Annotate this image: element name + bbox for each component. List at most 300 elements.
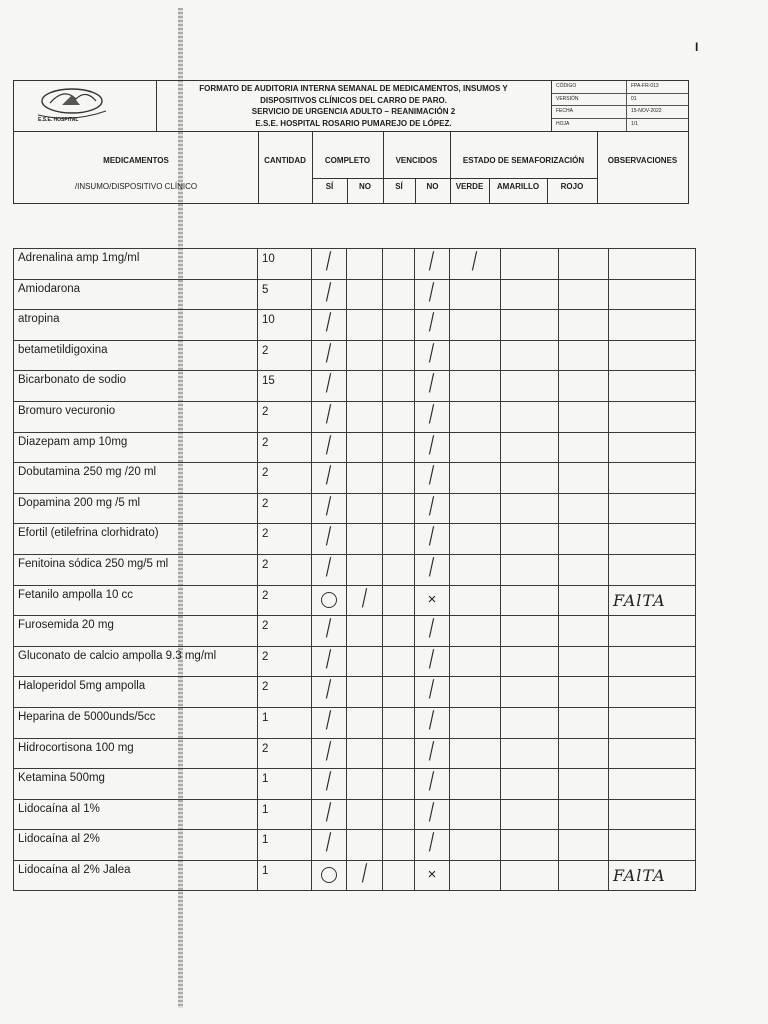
completo-si-cell (312, 646, 347, 677)
medication-name: Dobutamina 250 mg /20 ml (14, 463, 258, 494)
quantity: 2 (258, 585, 312, 616)
verde-cell (450, 769, 501, 800)
medication-rows (14, 249, 696, 891)
completo-no-cell (347, 432, 383, 463)
verde-cell (450, 738, 501, 769)
completo-si-cell (312, 432, 347, 463)
vencidos-no-cell (415, 463, 450, 494)
check-mark-icon: ╱ (322, 558, 336, 577)
table-row (14, 616, 696, 647)
completo-no-cell (347, 799, 383, 830)
form-title (156, 81, 552, 131)
rojo-cell (559, 371, 609, 402)
logo-text: E.S.E. HOSPITAL (38, 117, 79, 123)
completo-si-cell (312, 310, 347, 341)
medication-name: Efortil (etilefrina clorhidrato) (14, 524, 258, 555)
vencidos-si-cell (383, 646, 415, 677)
sub-vencidos-no: NO (426, 182, 439, 191)
rojo-cell (559, 310, 609, 341)
check-mark-icon: ╱ (425, 435, 439, 455)
meta-label: FECHA (552, 106, 627, 118)
amarillo-cell (501, 371, 559, 402)
observation-cell: FAlTA (609, 585, 696, 616)
completo-no-cell (347, 707, 383, 738)
vencidos-si-cell (383, 493, 415, 524)
observation-cell (609, 249, 696, 280)
amarillo-cell (501, 340, 559, 371)
amarillo-cell (501, 279, 559, 310)
check-mark-icon: ╱ (322, 313, 336, 333)
table-row (14, 554, 696, 585)
medication-name: atropina (14, 310, 258, 341)
completo-no-cell (347, 738, 383, 769)
check-mark-icon: ╱ (425, 558, 439, 577)
completo-si-cell (312, 585, 347, 616)
table-row (14, 401, 696, 432)
check-mark-icon: ╱ (425, 619, 439, 638)
amarillo-cell (501, 524, 559, 555)
vencidos-no-cell (415, 860, 450, 891)
vencidos-si-cell (383, 738, 415, 769)
medication-name: Ketamina 500mg (14, 769, 258, 800)
meta-value: 1/1 (631, 120, 638, 127)
meta-row (552, 119, 688, 132)
table-row (14, 646, 696, 677)
rojo-cell (559, 707, 609, 738)
col-cantidad: CANTIDAD (264, 156, 306, 165)
check-mark-icon: ╱ (322, 343, 336, 363)
check-mark-icon: ╱ (425, 527, 439, 547)
form-meta (552, 81, 688, 131)
observation-cell (609, 401, 696, 432)
divider (597, 132, 598, 203)
meta-value: 01 (631, 95, 637, 102)
check-mark-icon: ╱ (322, 619, 336, 638)
verde-cell (450, 493, 501, 524)
table-row (14, 677, 696, 708)
check-mark-icon: ╱ (322, 772, 336, 791)
vencidos-si-cell (383, 463, 415, 494)
vencidos-no-cell (415, 249, 450, 280)
check-mark-icon: ╱ (322, 802, 336, 822)
rojo-cell (559, 646, 609, 677)
observation-cell (609, 340, 696, 371)
rojo-cell (559, 738, 609, 769)
medication-name: betametildigoxina (14, 340, 258, 371)
check-mark-icon: ╱ (322, 282, 336, 302)
verde-cell (450, 371, 501, 402)
completo-si-cell (312, 279, 347, 310)
amarillo-cell (501, 432, 559, 463)
quantity: 10 (258, 249, 312, 280)
check-mark-icon: ╱ (425, 741, 439, 761)
meta-row (552, 81, 688, 94)
vencidos-si-cell (383, 769, 415, 800)
medication-name: Furosemida 20 mg (14, 616, 258, 647)
vencidos-no-cell (415, 432, 450, 463)
completo-si-cell (312, 860, 347, 891)
vencidos-no-cell (415, 830, 450, 861)
vencidos-si-cell (383, 677, 415, 708)
quantity: 2 (258, 616, 312, 647)
completo-no-cell (347, 554, 383, 585)
title-line-3: SERVICIO DE URGENCIA ADULTO – REANIMACIÓN 2 (251, 107, 456, 116)
quantity: 2 (258, 401, 312, 432)
meta-value: FPA-FR-013 (631, 83, 659, 89)
vencidos-no-cell (415, 310, 450, 341)
observation-cell (609, 616, 696, 647)
completo-si-cell (312, 340, 347, 371)
check-mark-icon: ╱ (425, 252, 439, 271)
check-mark-icon: ╱ (322, 252, 336, 271)
check-mark-icon: ╱ (322, 466, 336, 486)
check-mark-icon: ╱ (468, 252, 482, 271)
table-row (14, 463, 696, 494)
table-row (14, 738, 696, 769)
verde-cell (450, 646, 501, 677)
check-mark-icon: ╱ (425, 496, 439, 516)
completo-si-cell (312, 830, 347, 861)
circle-mark-icon (321, 867, 337, 883)
meta-value: 15-NOV-2022 (631, 108, 662, 114)
vencidos-si-cell (383, 340, 415, 371)
completo-no-cell (347, 524, 383, 555)
sub-completo-no: NO (359, 182, 371, 191)
verde-cell (450, 616, 501, 647)
quantity: 2 (258, 677, 312, 708)
check-mark-icon: ╱ (322, 435, 336, 455)
quantity: 1 (258, 799, 312, 830)
verde-cell (450, 310, 501, 341)
vencidos-no-cell (415, 646, 450, 677)
completo-no-cell (347, 340, 383, 371)
vencidos-si-cell (383, 524, 415, 555)
verde-cell (450, 432, 501, 463)
completo-si-cell (312, 401, 347, 432)
completo-no-cell (347, 585, 383, 616)
cross-mark-icon: × (427, 865, 437, 883)
check-mark-icon: ╱ (425, 313, 439, 333)
amarillo-cell (501, 493, 559, 524)
completo-si-cell (312, 677, 347, 708)
check-mark-icon: ╱ (425, 374, 439, 394)
completo-si-cell (312, 738, 347, 769)
completo-no-cell (347, 769, 383, 800)
completo-no-cell (347, 463, 383, 494)
medication-name: Lidocaína al 2% (14, 830, 258, 861)
amarillo-cell (501, 646, 559, 677)
medication-name: Dopamina 200 mg /5 ml (14, 493, 258, 524)
completo-si-cell (312, 249, 347, 280)
col-medicamentos: MEDICAMENTOS (103, 156, 169, 165)
rojo-cell (559, 799, 609, 830)
verde-cell (450, 860, 501, 891)
amarillo-cell (501, 799, 559, 830)
amarillo-cell (501, 310, 559, 341)
vencidos-no-cell (415, 707, 450, 738)
table-row (14, 310, 696, 341)
rojo-cell (559, 554, 609, 585)
divider (450, 132, 451, 203)
check-mark-icon: ╱ (425, 405, 439, 424)
verde-cell (450, 279, 501, 310)
observation-cell (609, 738, 696, 769)
divider (258, 132, 259, 203)
hospital-logo-icon (14, 81, 156, 131)
quantity: 2 (258, 432, 312, 463)
quantity: 1 (258, 707, 312, 738)
vencidos-no-cell (415, 585, 450, 616)
check-mark-icon: ╱ (322, 711, 336, 730)
rojo-cell (559, 860, 609, 891)
check-mark-icon: ╱ (322, 374, 336, 394)
medication-name: Bicarbonato de sodio (14, 371, 258, 402)
check-mark-icon: ╱ (322, 496, 336, 516)
divider (312, 178, 597, 179)
col-vencidos: VENCIDOS (395, 156, 438, 165)
rojo-cell (559, 769, 609, 800)
amarillo-cell (501, 769, 559, 800)
sub-completo-si: SÍ (325, 182, 334, 191)
table-row (14, 249, 696, 280)
medication-name: Fetanilo ampolla 10 cc (14, 585, 258, 616)
table-row (14, 769, 696, 800)
meta-row (552, 106, 688, 119)
observation-cell (609, 493, 696, 524)
meta-label: CÓDIGO (552, 81, 627, 93)
completo-si-cell (312, 493, 347, 524)
vencidos-si-cell (383, 799, 415, 830)
verde-cell (450, 554, 501, 585)
rojo-cell (559, 616, 609, 647)
column-header (13, 132, 689, 204)
amarillo-cell (501, 707, 559, 738)
completo-no-cell (347, 860, 383, 891)
table-row (14, 860, 696, 891)
observation-cell (609, 371, 696, 402)
quantity: 15 (258, 371, 312, 402)
completo-no-cell (347, 830, 383, 861)
cross-mark-icon: × (427, 590, 437, 608)
check-mark-icon: ╱ (425, 772, 439, 791)
vencidos-si-cell (383, 401, 415, 432)
vencidos-si-cell (383, 310, 415, 341)
observation-cell (609, 524, 696, 555)
title-line-1: FORMATO DE AUDITORIA INTERNA SEMANAL DE MEDICAMENTOS, INSUMOS Y (199, 84, 508, 93)
check-mark-icon: ╱ (425, 649, 439, 669)
observation-cell (609, 677, 696, 708)
rojo-cell (559, 401, 609, 432)
check-mark-icon: ╱ (425, 711, 439, 730)
medication-name: Hidrocortisona 100 mg (14, 738, 258, 769)
check-mark-icon: ╱ (358, 863, 372, 883)
vencidos-no-cell (415, 340, 450, 371)
check-mark-icon: ╱ (322, 833, 336, 853)
observation-cell (609, 554, 696, 585)
medication-name: Adrenalina amp 1mg/ml (14, 249, 258, 280)
observation-cell (609, 279, 696, 310)
check-mark-icon: ╱ (425, 680, 439, 700)
table-row (14, 340, 696, 371)
quantity: 10 (258, 310, 312, 341)
amarillo-cell (501, 616, 559, 647)
vencidos-no-cell (415, 493, 450, 524)
completo-si-cell (312, 554, 347, 585)
divider (312, 132, 313, 203)
form-header (13, 80, 689, 132)
rojo-cell (559, 463, 609, 494)
rojo-cell (559, 249, 609, 280)
quantity: 2 (258, 646, 312, 677)
vencidos-no-cell (415, 279, 450, 310)
sub-vencidos-si: SÍ (395, 182, 403, 191)
quantity: 2 (258, 554, 312, 585)
check-mark-icon: ╱ (322, 405, 336, 424)
observation-cell (609, 799, 696, 830)
medication-name: Diazepam amp 10mg (14, 432, 258, 463)
vencidos-si-cell (383, 432, 415, 463)
col-observaciones: OBSERVACIONES (607, 156, 678, 165)
vencidos-si-cell (383, 860, 415, 891)
amarillo-cell (501, 249, 559, 280)
observation-cell (609, 463, 696, 494)
rojo-cell (559, 677, 609, 708)
table-row (14, 524, 696, 555)
verde-cell (450, 799, 501, 830)
vencidos-no-cell (415, 401, 450, 432)
table-row (14, 279, 696, 310)
observation-cell (609, 432, 696, 463)
vencidos-no-cell (415, 677, 450, 708)
verde-cell (450, 401, 501, 432)
check-mark-icon: ╱ (322, 741, 336, 761)
verde-cell (450, 677, 501, 708)
completo-no-cell (347, 401, 383, 432)
completo-no-cell (347, 646, 383, 677)
quantity: 2 (258, 463, 312, 494)
vencidos-si-cell (383, 830, 415, 861)
medication-name: Heparina de 5000unds/5cc (14, 707, 258, 738)
vencidos-si-cell (383, 616, 415, 647)
circle-mark-icon (321, 592, 337, 608)
table-row (14, 371, 696, 402)
vencidos-no-cell (415, 738, 450, 769)
quantity: 2 (258, 738, 312, 769)
completo-si-cell (312, 769, 347, 800)
vencidos-si-cell (383, 585, 415, 616)
medication-name: Bromuro vecuronio (14, 401, 258, 432)
rojo-cell (559, 830, 609, 861)
title-line-4: E.S.E. HOSPITAL ROSARIO PUMAREJO DE LÓPEZ. (255, 118, 452, 128)
medication-name: Haloperidol 5mg ampolla (14, 677, 258, 708)
completo-no-cell (347, 249, 383, 280)
quantity: 5 (258, 279, 312, 310)
check-mark-icon: ╱ (358, 588, 372, 608)
verde-cell (450, 524, 501, 555)
completo-si-cell (312, 799, 347, 830)
check-mark-icon: ╱ (322, 680, 336, 700)
amarillo-cell (501, 401, 559, 432)
rojo-cell (559, 432, 609, 463)
divider (383, 132, 384, 203)
sub-verde: VERDE (455, 182, 484, 191)
vencidos-no-cell (415, 769, 450, 800)
check-mark-icon: ╱ (425, 343, 439, 363)
vencidos-si-cell (383, 371, 415, 402)
check-mark-icon: ╱ (425, 282, 439, 302)
quantity: 2 (258, 524, 312, 555)
verde-cell (450, 707, 501, 738)
title-line-2: DISPOSITIVOS CLÍNICOS DEL CARRO DE PARO. (260, 95, 447, 105)
col-insumo: /INSUMO/DISPOSITIVO CLÍNICO (74, 182, 198, 191)
amarillo-cell (501, 554, 559, 585)
vencidos-si-cell (383, 554, 415, 585)
check-mark-icon: ╱ (425, 466, 439, 486)
quantity: 1 (258, 769, 312, 800)
meta-row (552, 94, 688, 107)
completo-no-cell (347, 371, 383, 402)
quantity: 2 (258, 340, 312, 371)
quantity: 1 (258, 830, 312, 861)
medication-table (13, 248, 696, 891)
table-row (14, 432, 696, 463)
observation-cell (609, 830, 696, 861)
verde-cell (450, 340, 501, 371)
verde-cell (450, 585, 501, 616)
observation-cell (609, 310, 696, 341)
col-semaforo: ESTADO DE SEMAFORIZACIÓN (462, 156, 585, 165)
completo-si-cell (312, 616, 347, 647)
meta-label: VERSIÓN (552, 94, 627, 106)
vencidos-si-cell (383, 279, 415, 310)
completo-si-cell (312, 463, 347, 494)
vencidos-no-cell (415, 371, 450, 402)
verde-cell (450, 249, 501, 280)
col-completo: COMPLETO (324, 156, 371, 165)
completo-no-cell (347, 279, 383, 310)
completo-no-cell (347, 616, 383, 647)
completo-si-cell (312, 707, 347, 738)
check-mark-icon: ╱ (322, 649, 336, 669)
completo-si-cell (312, 524, 347, 555)
quantity: 2 (258, 493, 312, 524)
table-row (14, 799, 696, 830)
amarillo-cell (501, 830, 559, 861)
table-row (14, 585, 696, 616)
vencidos-no-cell (415, 799, 450, 830)
rojo-cell (559, 279, 609, 310)
amarillo-cell (501, 677, 559, 708)
amarillo-cell (501, 860, 559, 891)
vencidos-si-cell (383, 707, 415, 738)
completo-si-cell (312, 371, 347, 402)
medication-name: Lidocaína al 1% (14, 799, 258, 830)
sub-rojo: ROJO (560, 182, 584, 191)
vencidos-no-cell (415, 524, 450, 555)
vencidos-no-cell (415, 616, 450, 647)
vencidos-si-cell (383, 249, 415, 280)
medication-name: Fenitoina sódica 250 mg/5 ml (14, 554, 258, 585)
amarillo-cell (501, 463, 559, 494)
table-row (14, 707, 696, 738)
quantity: 1 (258, 860, 312, 891)
table-row (14, 830, 696, 861)
sub-amarillo: AMARILLO (496, 182, 540, 191)
completo-no-cell (347, 493, 383, 524)
medication-name: Gluconato de calcio ampolla 9.3 mg/ml (14, 646, 258, 677)
observation-cell: FAlTA (609, 860, 696, 891)
check-mark-icon: ╱ (322, 527, 336, 547)
